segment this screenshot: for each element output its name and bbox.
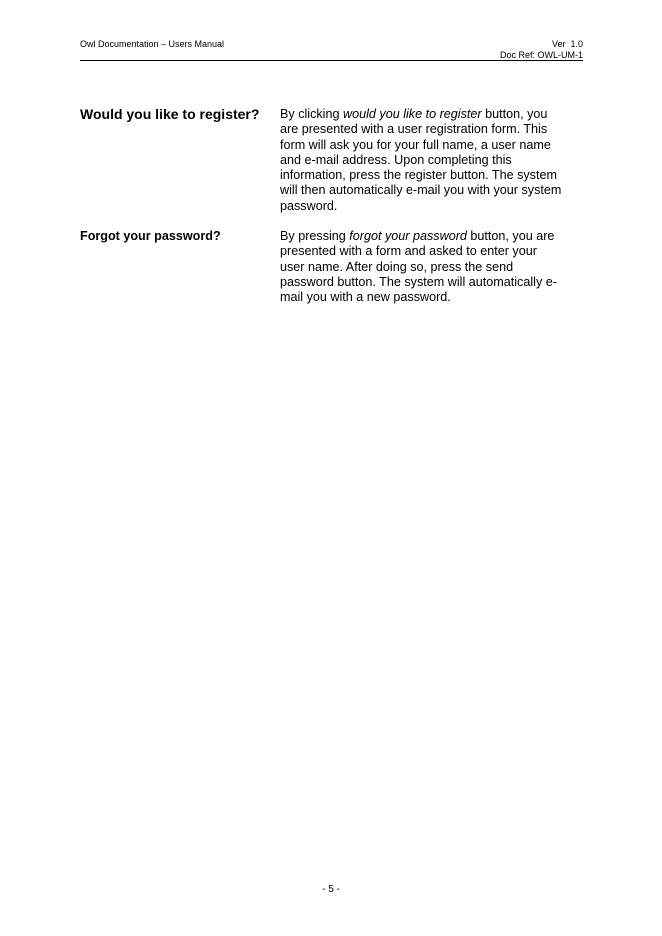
section-desc-register xyxy=(280,107,583,214)
page-header xyxy=(80,39,583,61)
header-doc-ref: Doc Ref: OWL-UM-1 xyxy=(499,50,583,60)
desc-text-emphasis: would you like to register xyxy=(343,107,482,121)
section-term-register: Would you like to register? xyxy=(80,106,260,122)
section-desc-forgot-password xyxy=(280,229,583,305)
desc-text-pre: By pressing xyxy=(280,229,350,243)
header-doc-info xyxy=(500,39,583,61)
desc-text-emphasis: forgot your password xyxy=(349,229,467,243)
header-doc-title: Owl Documentation – Users Manual xyxy=(80,39,225,49)
page-number: - 5 - xyxy=(322,884,340,895)
desc-text-post: button, you are presented with a form and asked to enter your user name. After doing so, press the send password button. The system will automatically e- mail you with a new password. xyxy=(280,229,557,305)
section-term-forgot-password: Forgot your password? xyxy=(80,229,221,243)
header-version: Ver 1.0 xyxy=(551,39,583,49)
desc-text-pre: By clicking xyxy=(280,107,343,121)
desc-text-post: button, you are presented with a user registration form. This form will ask you for your full name, a user name and e-mail address. Upon completing this information, press the register button. The system will then automatically e-mail you with your system password. xyxy=(280,107,562,213)
